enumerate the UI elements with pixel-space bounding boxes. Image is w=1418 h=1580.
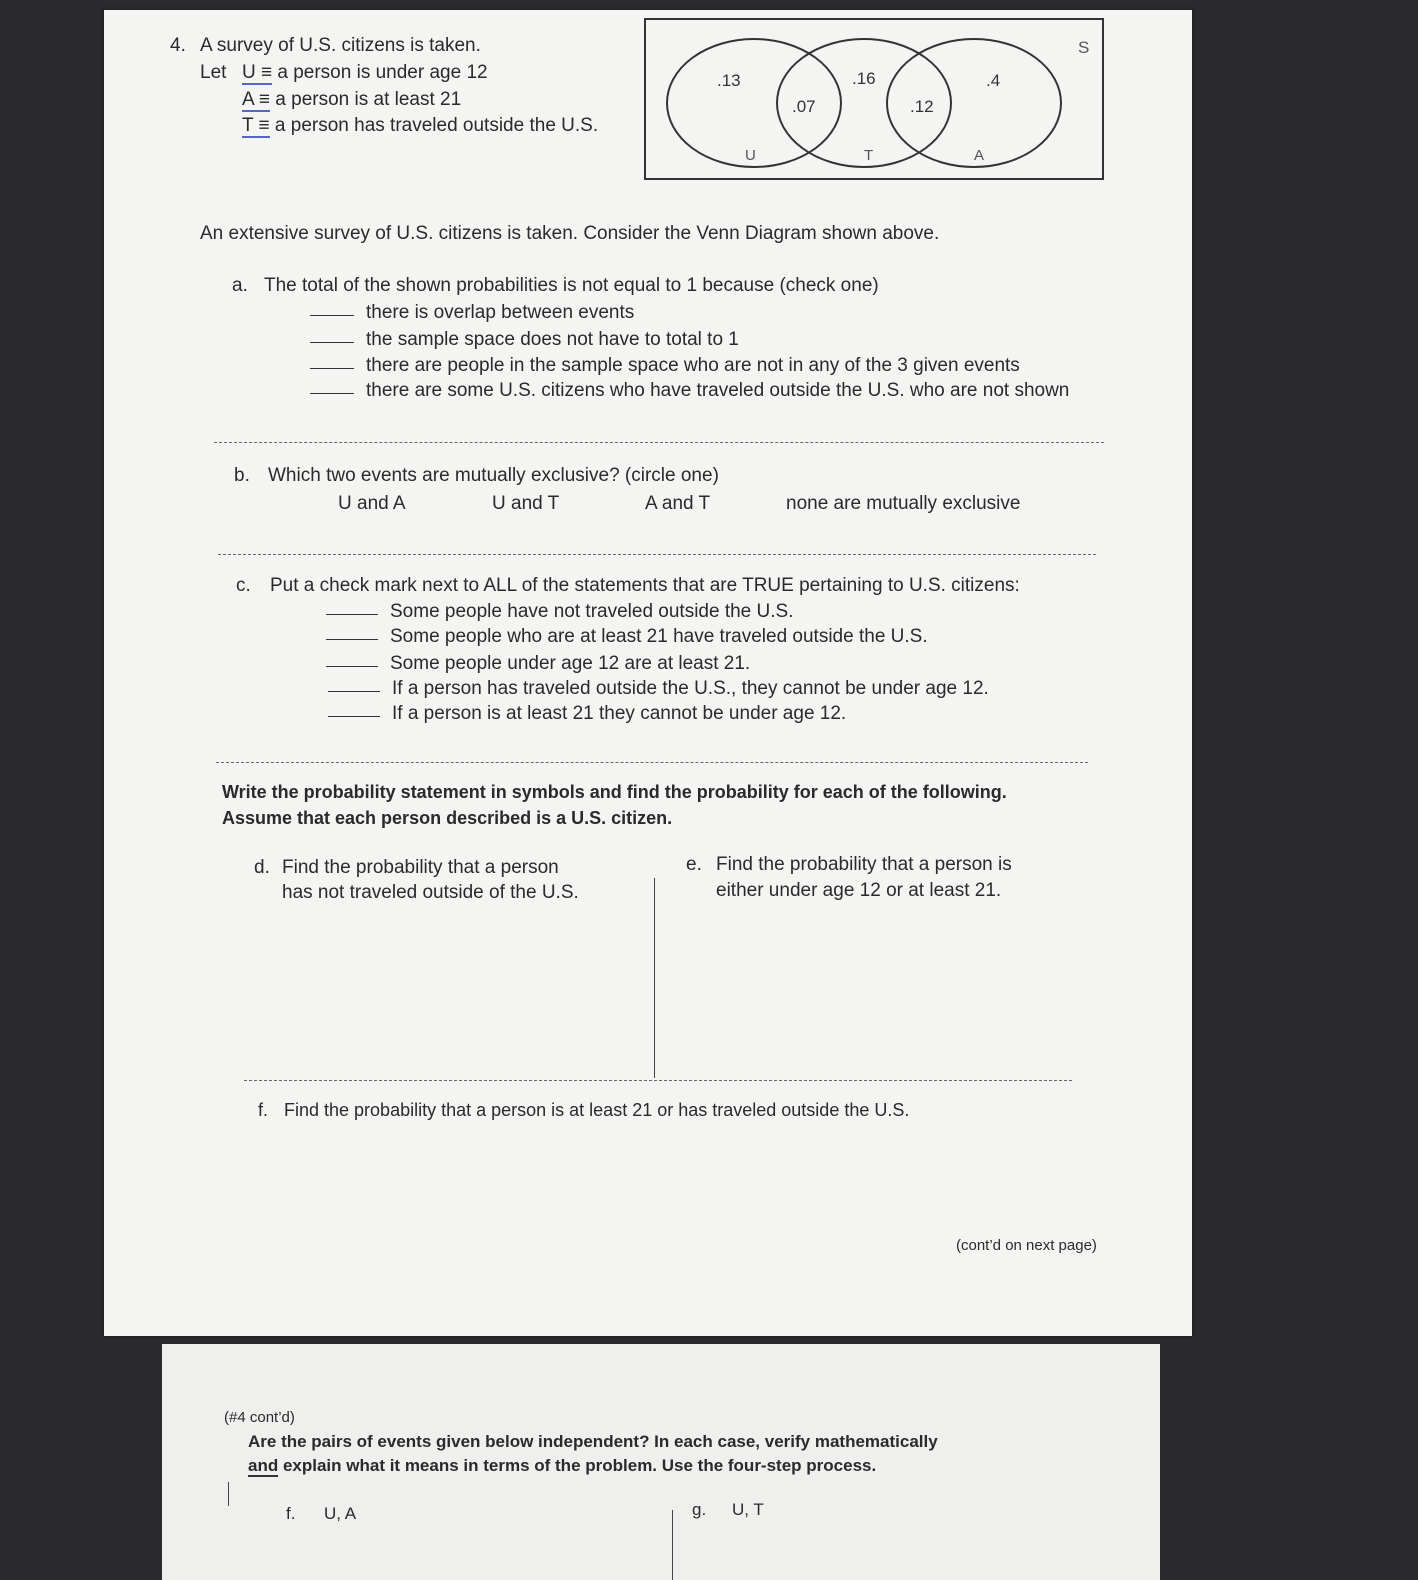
sample-space-label: S — [1078, 38, 1090, 57]
region-u-t: .07 — [792, 97, 816, 116]
check-blank[interactable] — [326, 666, 378, 667]
choice-a-and-t[interactable]: A and T — [645, 493, 711, 514]
check-blank[interactable] — [326, 614, 378, 615]
worksheet-page — [104, 10, 1192, 1336]
statement-text: Some people under age 12 are at least 21. — [390, 653, 751, 674]
margin-mark — [228, 1482, 229, 1506]
option-text: there are some U.S. citizens who have traveled outside the U.S. who are not shown — [366, 380, 1070, 401]
divider — [214, 442, 1104, 443]
part-e-letter: e. — [686, 854, 702, 875]
answer-blank[interactable] — [310, 342, 354, 343]
part-a-question: The total of the shown probabilities is not equal to 1 because (check one) — [264, 275, 879, 296]
definition-text: a person has traveled outside the U.S. — [274, 115, 599, 136]
part-d-line-1: Find the probability that a person — [282, 857, 559, 878]
venn-diagram — [642, 16, 1107, 182]
part-c-question: Put a check mark next to ALL of the statements that are TRUE pertaining to U.S. citizens: — [270, 575, 1020, 596]
answer-blank[interactable] — [310, 368, 354, 369]
part-f-letter: f. — [258, 1100, 269, 1120]
item-g-letter: g. — [692, 1500, 707, 1519]
part-c-statement[interactable] — [326, 625, 928, 649]
check-blank[interactable] — [326, 639, 378, 640]
column-divider — [672, 1510, 673, 1580]
part-a-option[interactable] — [310, 301, 634, 325]
column-divider — [654, 878, 655, 1078]
continued-label: (#4 cont’d) — [224, 1409, 295, 1426]
part-a-letter: a. — [232, 275, 248, 296]
choice-u-and-a[interactable]: U and A — [338, 493, 406, 514]
instructions: An extensive survey of U.S. citizens is taken. Consider the Venn Diagram shown above. — [200, 223, 940, 244]
definition-symbol: U ≡ — [242, 62, 273, 83]
part-c-statement[interactable] — [326, 600, 793, 624]
part-c-letter: c. — [236, 575, 251, 596]
part-c-statement[interactable] — [326, 652, 750, 676]
problem-number: 4. — [170, 35, 186, 56]
part-d-line-2: has not traveled outside of the U.S. — [282, 882, 579, 903]
part-b-question: Which two events are mutually exclusive? (circle one) — [268, 465, 719, 486]
statement-text: If a person has traveled outside the U.S., they cannot be under age 12. — [392, 678, 989, 699]
region-u-only: .13 — [717, 71, 741, 90]
worksheet-page-2 — [162, 1344, 1160, 1580]
underlined-word: and — [248, 1456, 279, 1475]
definition-symbol: A ≡ — [242, 89, 270, 110]
definition-u — [242, 61, 488, 85]
statement-text: Some people have not traveled outside the U.S. — [390, 601, 794, 622]
part-e-line-1: Find the probability that a person is — [716, 854, 1012, 875]
let-word: Let — [200, 62, 227, 83]
part-e-line-2: either under age 12 or at least 21. — [716, 880, 1002, 901]
part-a-option[interactable] — [310, 379, 1069, 403]
directions-line-1: Write the probability statement in symbols and find the probability for each of the following. — [222, 782, 1007, 802]
problem-intro: A survey of U.S. citizens is taken. — [200, 35, 481, 56]
definition-a — [242, 88, 461, 112]
page2-line-1: Are the pairs of events given below independent? In each case, verify mathematically — [248, 1432, 938, 1451]
statement-text: Some people who are at least 21 have traveled outside the U.S. — [390, 626, 928, 647]
divider — [218, 554, 1096, 555]
divider — [244, 1080, 1072, 1081]
answer-blank[interactable] — [310, 393, 354, 394]
part-c-statement[interactable] — [328, 702, 846, 726]
part-c-statement[interactable] — [328, 677, 989, 701]
part-d-letter: d. — [254, 857, 270, 878]
definition-text: a person is under age 12 — [277, 62, 488, 83]
sample-space-box — [645, 19, 1103, 179]
answer-blank[interactable] — [310, 315, 354, 316]
line-2-rest: explain what it means in terms of the problem. Use the four-step process. — [278, 1456, 877, 1475]
statement-text: If a person is at least 21 they cannot be under age 12. — [392, 703, 847, 724]
option-text: there is overlap between events — [366, 302, 635, 323]
circle-t-label: T — [864, 147, 874, 164]
part-f-text: Find the probability that a person is at least 21 or has traveled outside the U.S. — [284, 1100, 910, 1120]
choice-none[interactable]: none are mutually exclusive — [786, 493, 1021, 514]
definition-symbol: T ≡ — [242, 115, 270, 136]
divider — [216, 762, 1088, 763]
option-text: there are people in the sample space who are not in any of the 3 given events — [366, 355, 1020, 376]
circle-u-label: U — [745, 147, 756, 164]
item-f-text: U, A — [324, 1504, 357, 1523]
definition-t — [242, 114, 598, 138]
check-blank[interactable] — [328, 716, 380, 717]
part-a-option[interactable] — [310, 328, 739, 352]
region-t-a: .12 — [910, 97, 934, 116]
part-a-option[interactable] — [310, 354, 1020, 378]
item-f-letter: f. — [286, 1504, 296, 1523]
circle-a-label: A — [974, 147, 985, 164]
continued-note: (cont’d on next page) — [956, 1237, 1097, 1254]
region-t-only: .16 — [852, 69, 876, 88]
choice-u-and-t[interactable]: U and T — [492, 493, 560, 514]
item-g-text: U, T — [732, 1500, 764, 1519]
page2-line-2 — [248, 1454, 876, 1478]
part-b-letter: b. — [234, 465, 250, 486]
definition-text: a person is at least 21 — [275, 89, 462, 110]
check-blank[interactable] — [328, 691, 380, 692]
region-a-only: .4 — [986, 71, 1001, 90]
directions-line-2: Assume that each person described is a U.S. citizen. — [222, 808, 673, 828]
option-text: the sample space does not have to total to 1 — [366, 329, 739, 350]
